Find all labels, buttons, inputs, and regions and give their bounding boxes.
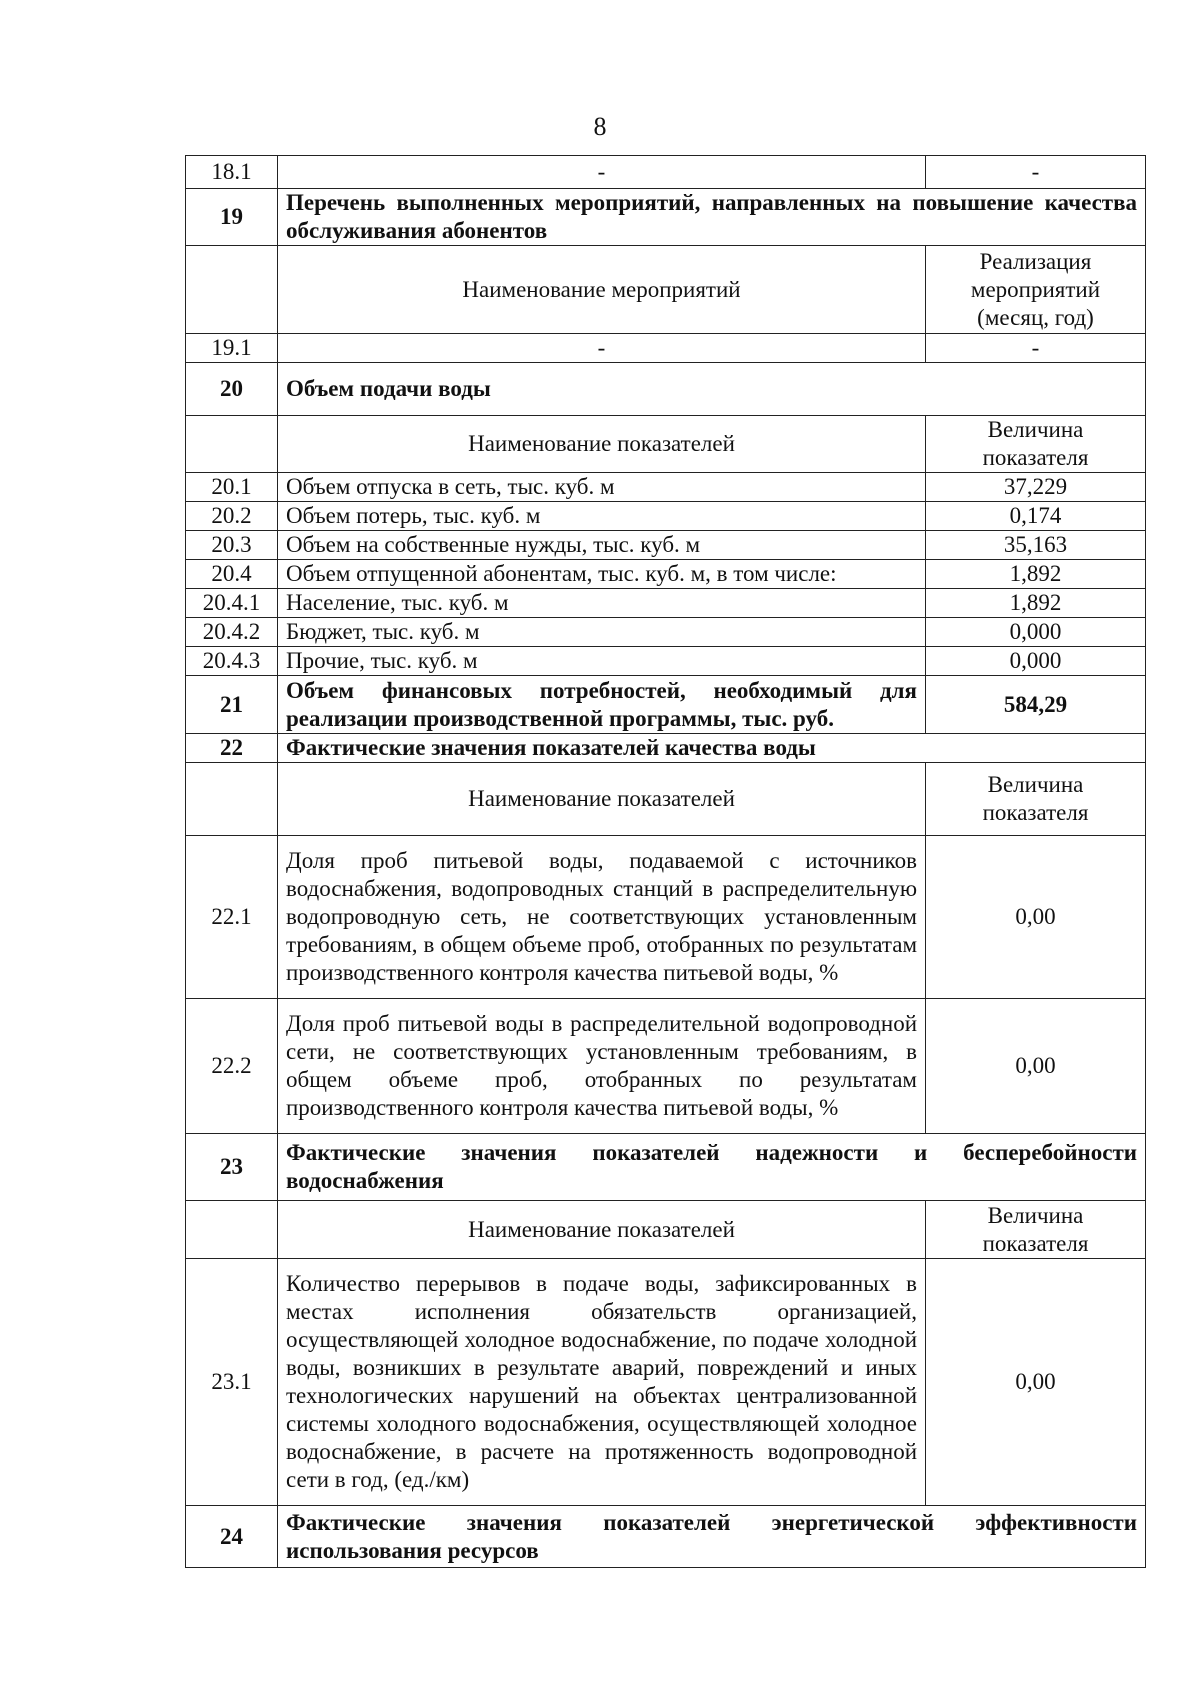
- row-number: 20.2: [186, 502, 278, 531]
- table-row: [186, 836, 1146, 999]
- row-text: Количество перерывов в подаче воды, зафиксированных в местах исполнения обязательств организацией, осуществляющей холодное водоснабжение, по подаче холодной воды, возникших в результате аварий, повреждений и иных технологических нарушений на объектах централизованной системы холодного водоснабжения, осуществляющей холодное водоснабжение, в расчете на протяженность водопроводной сети в год, (ед./км): [278, 1259, 926, 1506]
- table-row: [186, 647, 1146, 676]
- row-value: 1,892: [926, 560, 1146, 589]
- section-number: 24: [186, 1506, 278, 1568]
- section-title: Объем подачи воды: [278, 363, 1146, 416]
- row-text: Объем отпуска в сеть, тыс. куб. м: [278, 473, 926, 502]
- row-number: 20.4.2: [186, 618, 278, 647]
- row-number: 18.1: [186, 156, 278, 189]
- section-number: 20: [186, 363, 278, 416]
- row-number: 20.4.3: [186, 647, 278, 676]
- row-text: Объем на собственные нужды, тыс. куб. м: [278, 531, 926, 560]
- section-title: Фактические значения показателей энергетической эффективности использования ресурсов: [278, 1506, 1146, 1568]
- table-row: [186, 618, 1146, 647]
- column-header-value: Величина показателя: [926, 1201, 1146, 1259]
- section-title: Перечень выполненных мероприятий, направленных на повышение качества обслуживания абонентов: [278, 189, 1146, 246]
- empty-cell: [186, 1201, 278, 1259]
- empty-cell: [186, 416, 278, 473]
- row-text: Население, тыс. куб. м: [278, 589, 926, 618]
- section-row: [186, 189, 1146, 246]
- section-number: 19: [186, 189, 278, 246]
- section-title: Фактические значения показателей надежности и бесперебойности водоснабжения: [278, 1134, 1146, 1201]
- row-value: 584,29: [926, 676, 1146, 734]
- column-header-name: Наименование мероприятий: [278, 246, 926, 334]
- section-row: [186, 1134, 1146, 1201]
- row-value: 0,00: [926, 836, 1146, 999]
- row-text: Прочие, тыс. куб. м: [278, 647, 926, 676]
- table-row: [186, 676, 1146, 734]
- row-value: 0,00: [926, 999, 1146, 1134]
- table-row: [186, 334, 1146, 363]
- column-header-name: Наименование показателей: [278, 763, 926, 836]
- table-row: [186, 589, 1146, 618]
- row-number: 23.1: [186, 1259, 278, 1506]
- row-value: 0,000: [926, 647, 1146, 676]
- row-text: Объем финансовых потребностей, необходимый для реализации производственной программы, тыс. руб.: [278, 676, 926, 734]
- header-row: [186, 416, 1146, 473]
- section-row: [186, 363, 1146, 416]
- page-number: 8: [593, 112, 607, 141]
- empty-cell: [186, 763, 278, 836]
- table-row: [186, 502, 1146, 531]
- row-value: 0,000: [926, 618, 1146, 647]
- row-value: -: [926, 156, 1146, 189]
- section-row: [186, 1506, 1146, 1568]
- row-text: -: [278, 334, 926, 363]
- column-header-value: Реализация мероприятий (месяц, год): [926, 246, 1146, 334]
- section-row: [186, 734, 1146, 763]
- row-value: 35,163: [926, 531, 1146, 560]
- row-number: 20.4: [186, 560, 278, 589]
- table-row: [186, 156, 1146, 189]
- header-row: [186, 763, 1146, 836]
- row-number: 20.3: [186, 531, 278, 560]
- table-row: [186, 1259, 1146, 1506]
- row-text: Объем отпущенной абонентам, тыс. куб. м, в том числе:: [278, 560, 926, 589]
- section-number: 21: [186, 676, 278, 734]
- row-text: Бюджет, тыс. куб. м: [278, 618, 926, 647]
- row-text: Доля проб питьевой воды, подаваемой с источников водоснабжения, водопроводных станций в распределительную водопроводную сеть, не соответствующих установленным требованиям, в общем объеме проб, отобранных по результатам производственного контроля качества питьевой воды, %: [278, 836, 926, 999]
- row-value: 1,892: [926, 589, 1146, 618]
- row-text: -: [278, 156, 926, 189]
- column-header-name: Наименование показателей: [278, 416, 926, 473]
- header-row: [186, 1201, 1146, 1259]
- section-number: 22: [186, 734, 278, 763]
- row-value: 0,00: [926, 1259, 1146, 1506]
- section-number: 23: [186, 1134, 278, 1201]
- column-header-value: Величина показателя: [926, 416, 1146, 473]
- indicators-table: [185, 155, 1146, 1568]
- row-value: 37,229: [926, 473, 1146, 502]
- column-header-name: Наименование показателей: [278, 1201, 926, 1259]
- row-text: Доля проб питьевой воды в распределительной водопроводной сети, не соответствующих установленным требованиям, в общем объеме проб, отобранных по результатам производственного контроля качества питьевой воды, %: [278, 999, 926, 1134]
- table-row: [186, 999, 1146, 1134]
- header-row: [186, 246, 1146, 334]
- section-title: Фактические значения показателей качества воды: [278, 734, 1146, 763]
- row-value: 0,174: [926, 502, 1146, 531]
- row-number: 20.4.1: [186, 589, 278, 618]
- table-row: [186, 473, 1146, 502]
- table-row: [186, 531, 1146, 560]
- row-number: 19.1: [186, 334, 278, 363]
- row-number: 20.1: [186, 473, 278, 502]
- column-header-value: Величина показателя: [926, 763, 1146, 836]
- row-number: 22.2: [186, 999, 278, 1134]
- row-number: 22.1: [186, 836, 278, 999]
- row-value: -: [926, 334, 1146, 363]
- row-text: Объем потерь, тыс. куб. м: [278, 502, 926, 531]
- empty-cell: [186, 246, 278, 334]
- table-row: [186, 560, 1146, 589]
